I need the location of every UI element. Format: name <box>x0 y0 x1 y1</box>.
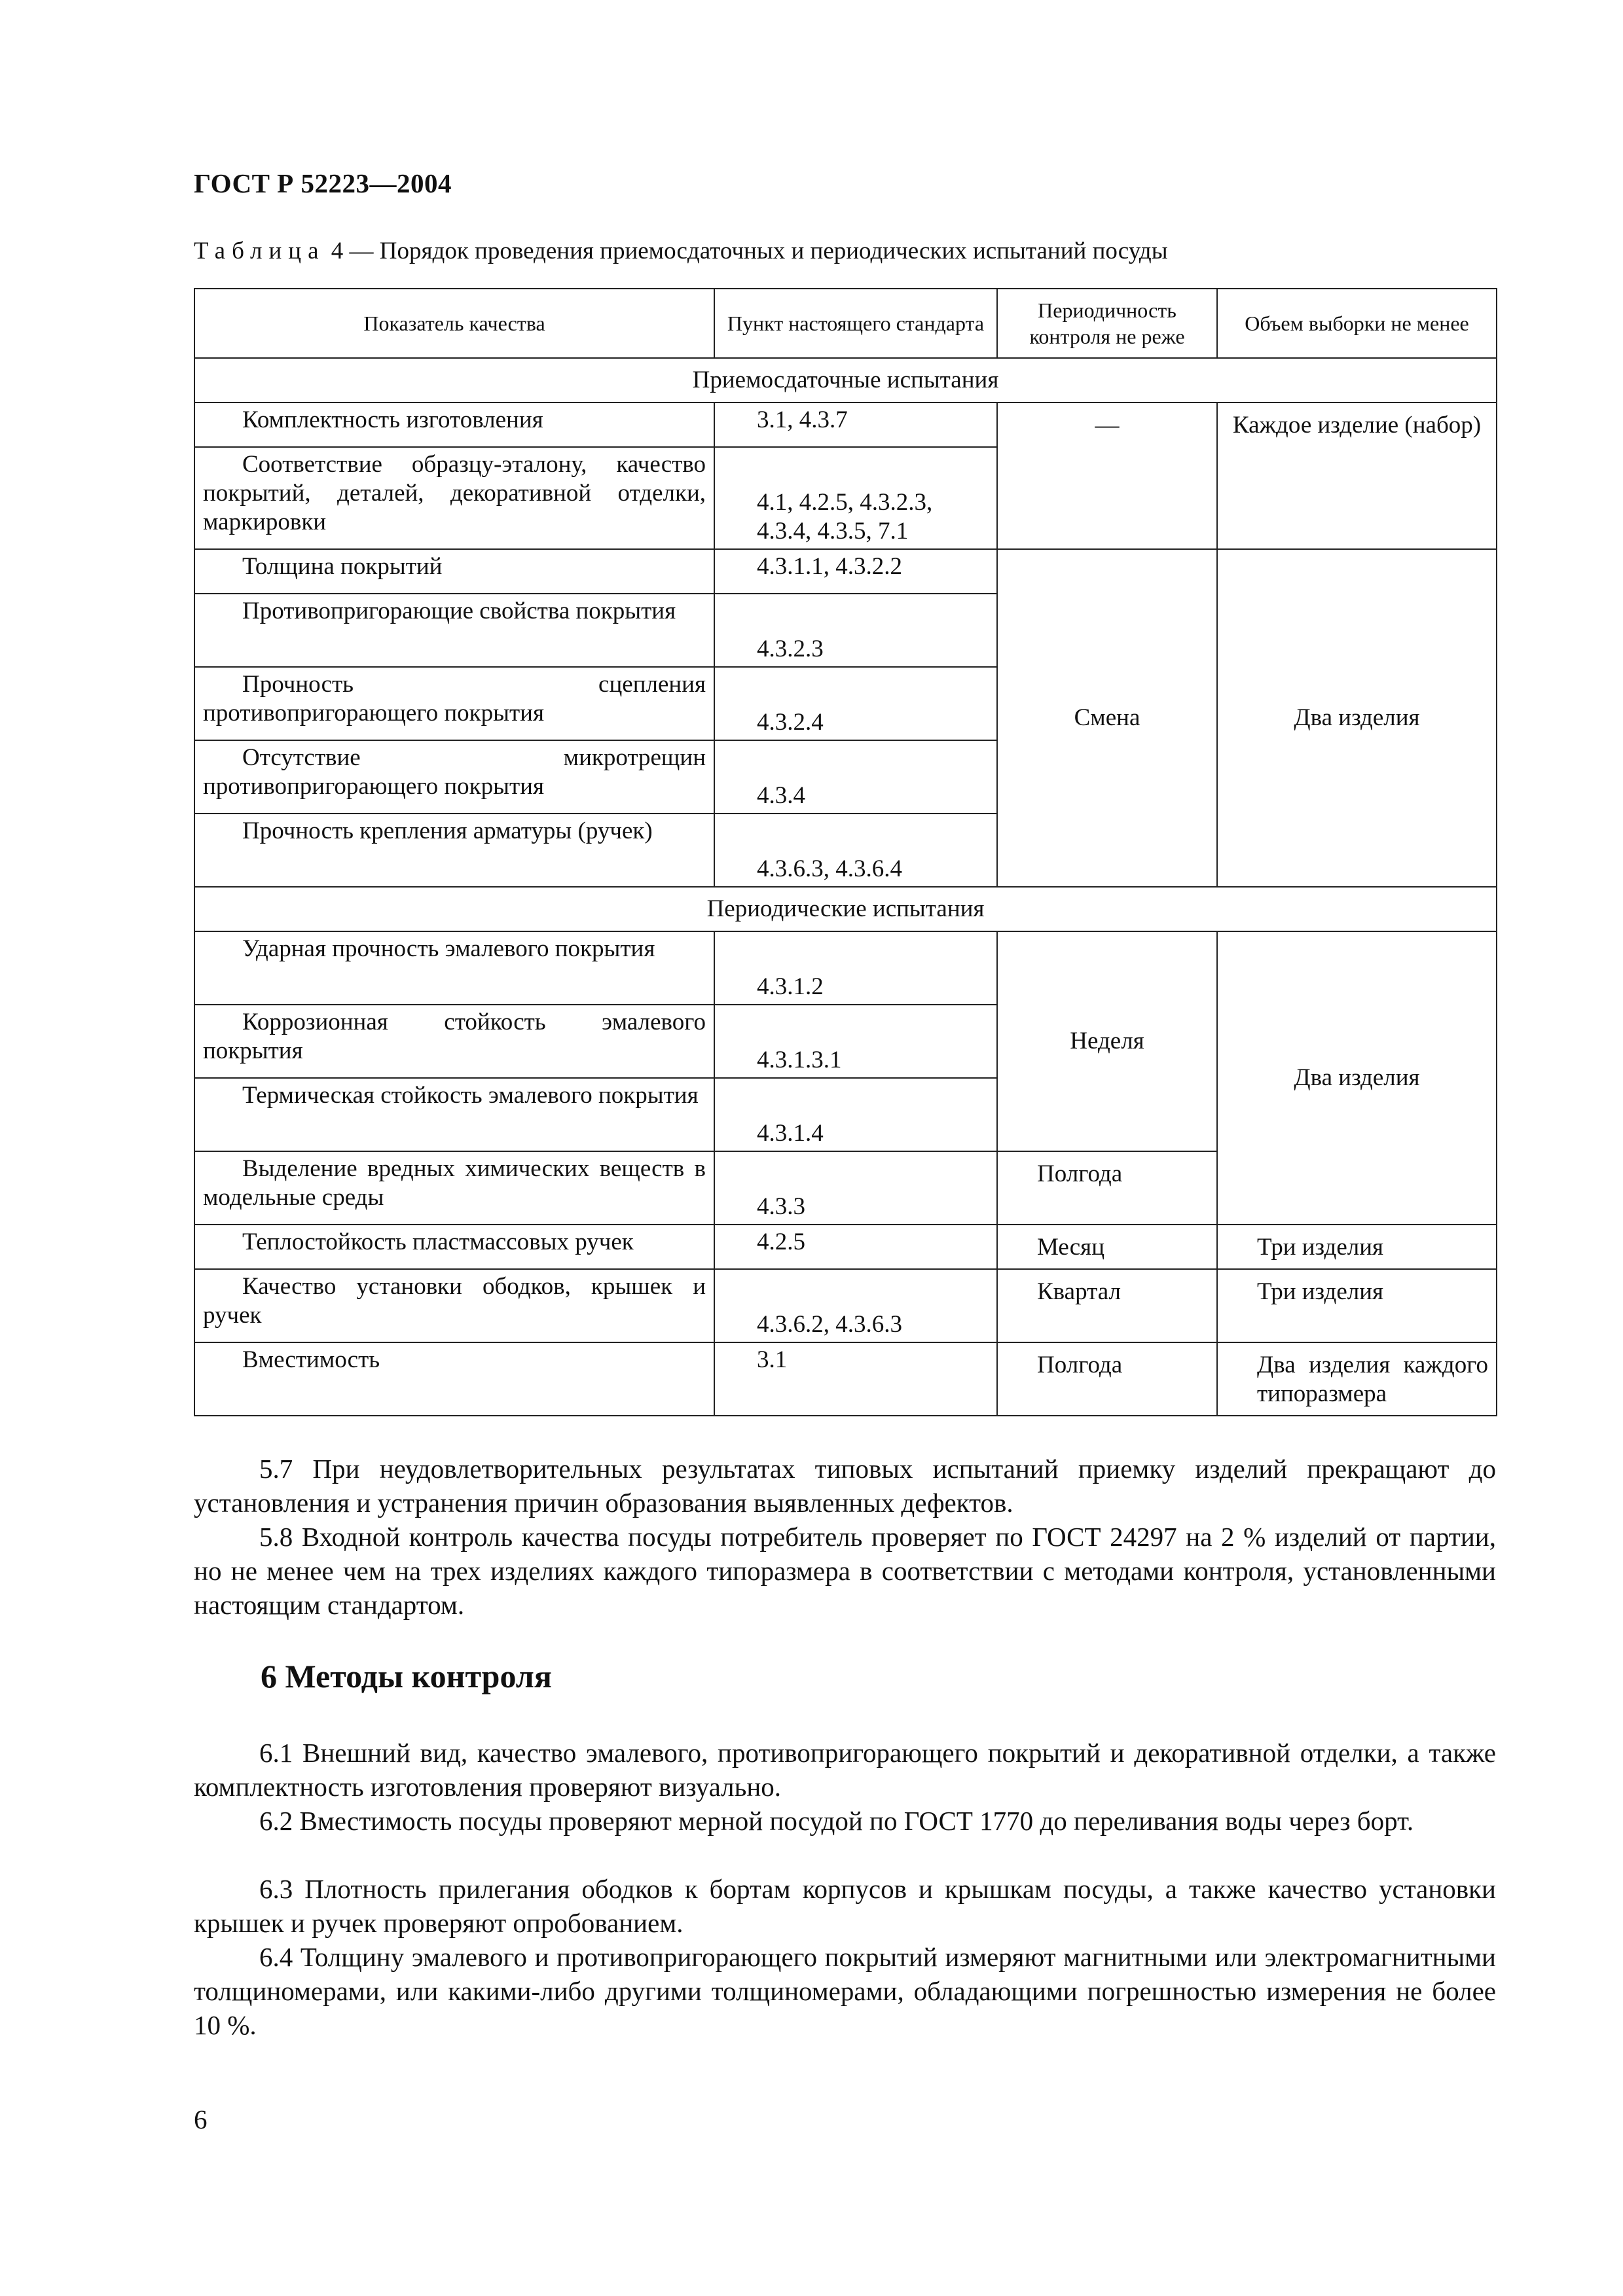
row-clause-handle-fixing: 4.3.6.3, 4.3.6.4 <box>714 814 997 887</box>
week-periodicity: Неделя <box>997 931 1217 1151</box>
paragraph-6-1: 6.1 Внешний вид, качество эмалевого, противопригорающего покрытий и декоративной отделки, а также комплектность изготовления проверяют визуально. <box>194 1738 1496 1802</box>
table-caption-text: — Порядок проведения приемосдаточных и периодических испытаний посуды <box>343 238 1168 264</box>
row-name-completeness: Комплектность изготовления <box>242 406 543 433</box>
row-name-adhesion: Прочность сцепления противопригорающего покрытия <box>203 671 706 726</box>
col-header-sample: Объем выборки не менее <box>1217 289 1497 358</box>
section-title-acceptance: Приемосдаточные испытания <box>194 358 1497 403</box>
row-name-antistick: Противопригорающие свойства покрытия <box>242 598 676 624</box>
table-row <box>194 931 1497 1005</box>
row-period-harmful: Полгода <box>997 1151 1217 1225</box>
row-period-installation: Квартал <box>997 1269 1217 1342</box>
paragraph-6-3: 6.3 Плотность прилегания ободков к бортам корпусов и крышкам посуды, а также качество установки крышек и ручек проверяют опробованием. <box>194 1874 1496 1938</box>
acceptance-periodicity: — <box>997 403 1217 549</box>
paragraph-5-8: 5.8 Входной контроль качества посуды потребитель проверяет по ГОСТ 24297 на 2 % изделий от партии, но не менее чем на трех изделиях каждого типоразмера в соответствии с методами контроля, установленными настоящим стандартом. <box>194 1522 1496 1620</box>
row-clause-coating-thickness: 4.3.1.1, 4.3.2.2 <box>714 549 997 594</box>
row-clause-heat-resistance: 4.2.5 <box>714 1225 997 1269</box>
col-header-clause: Пункт настоящего стандарта <box>714 289 997 358</box>
row-name-harmful: Выделение вредных химических веществ в модельные среды <box>203 1155 706 1211</box>
row-name-conformity: Соответствие образцу-эталону, качество покрытий, деталей, декоративной отделки, маркировки <box>203 451 706 535</box>
quality-table <box>194 288 1497 1416</box>
row-clause-antistick: 4.3.2.3 <box>714 594 997 667</box>
col-header-periodicity: Периодичность контроля не реже <box>997 289 1217 358</box>
row-clause-completeness: 3.1, 4.3.7 <box>714 403 997 447</box>
table-caption-prefix: Таблица <box>194 238 325 264</box>
table-row <box>194 1225 1497 1269</box>
row-sample-heat-resistance: Три изделия <box>1217 1225 1497 1269</box>
row-clause-corrosion: 4.3.1.3.1 <box>714 1005 997 1078</box>
paragraph-6-4: 6.4 Толщину эмалевого и противопригорающего покрытий измеряют магнитными или электромагнитными толщиномерами, или какими-либо другими толщиномерами, обладающими погрешностью измерения не более 10 %. <box>194 1942 1496 2040</box>
paragraph-5-7: 5.7 При неудовлетворительных результатах типовых испытаний приемку изделий прекращают до установления и устранения причин образования выявленных дефектов. <box>194 1454 1496 1518</box>
row-clause-installation: 4.3.6.2, 4.3.6.3 <box>714 1269 997 1342</box>
col-header-indicator: Показатель качества <box>194 289 714 358</box>
row-name-installation: Качество установки ободков, крышек и ручек <box>203 1273 706 1329</box>
section-row-periodic <box>194 887 1497 931</box>
row-name-capacity: Вместимость <box>242 1346 380 1373</box>
section-row-acceptance <box>194 358 1497 403</box>
row-sample-capacity: Два изделия каждого типоразмера <box>1217 1342 1497 1416</box>
document-header: ГОСТ Р 52223—2004 <box>194 168 452 198</box>
row-period-capacity: Полгода <box>997 1342 1217 1416</box>
row-name-microcracks: Отсутствие микротрещин противопригорающего покрытия <box>203 744 706 800</box>
row-name-thermal: Термическая стойкость эмалевого покрытия <box>242 1082 699 1109</box>
row-sample-installation: Три изделия <box>1217 1269 1497 1342</box>
table-row <box>194 1342 1497 1416</box>
table-caption-number: 4 <box>331 238 344 264</box>
shift-sample: Два изделия <box>1217 549 1497 887</box>
page-number: 6 <box>194 2104 208 2134</box>
shift-periodicity: Смена <box>997 549 1217 887</box>
row-clause-microcracks: 4.3.4 <box>714 740 997 814</box>
row-name-heat-resistance: Теплостойкость пластмассовых ручек <box>242 1229 634 1255</box>
section-title-periodic: Периодические испытания <box>194 887 1497 931</box>
row-clause-conformity: 4.1, 4.2.5, 4.3.2.3, 4.3.4, 4.3.5, 7.1 <box>714 447 997 549</box>
table-header-row <box>194 289 1497 358</box>
row-period-heat-resistance: Месяц <box>997 1225 1217 1269</box>
row-name-handle-fixing: Прочность крепления арматуры (ручек) <box>242 817 653 844</box>
paragraph-6-2: 6.2 Вместимость посуды проверяют мерной посудой по ГОСТ 1770 до переливания воды через борт. <box>259 1806 1414 1836</box>
table-row <box>194 1269 1497 1342</box>
row-clause-capacity: 3.1 <box>714 1342 997 1416</box>
row-clause-thermal: 4.3.1.4 <box>714 1078 997 1151</box>
table-caption <box>194 237 1168 265</box>
periodic-sample: Два изделия <box>1217 931 1497 1225</box>
row-clause-adhesion: 4.3.2.4 <box>714 667 997 740</box>
table-row <box>194 549 1497 594</box>
acceptance-sample: Каждое изделие (набор) <box>1217 403 1497 549</box>
row-name-impact: Ударная прочность эмалевого покрытия <box>242 935 655 962</box>
section-heading-6: 6 Методы контроля <box>261 1658 552 1695</box>
row-name-coating-thickness: Толщина покрытий <box>242 553 443 580</box>
row-name-corrosion: Коррозионная стойкость эмалевого покрытия <box>203 1009 706 1064</box>
row-clause-impact: 4.3.1.2 <box>714 931 997 1005</box>
quality-table-container <box>194 288 1497 1416</box>
row-clause-harmful: 4.3.3 <box>714 1151 997 1225</box>
table-row <box>194 403 1497 447</box>
